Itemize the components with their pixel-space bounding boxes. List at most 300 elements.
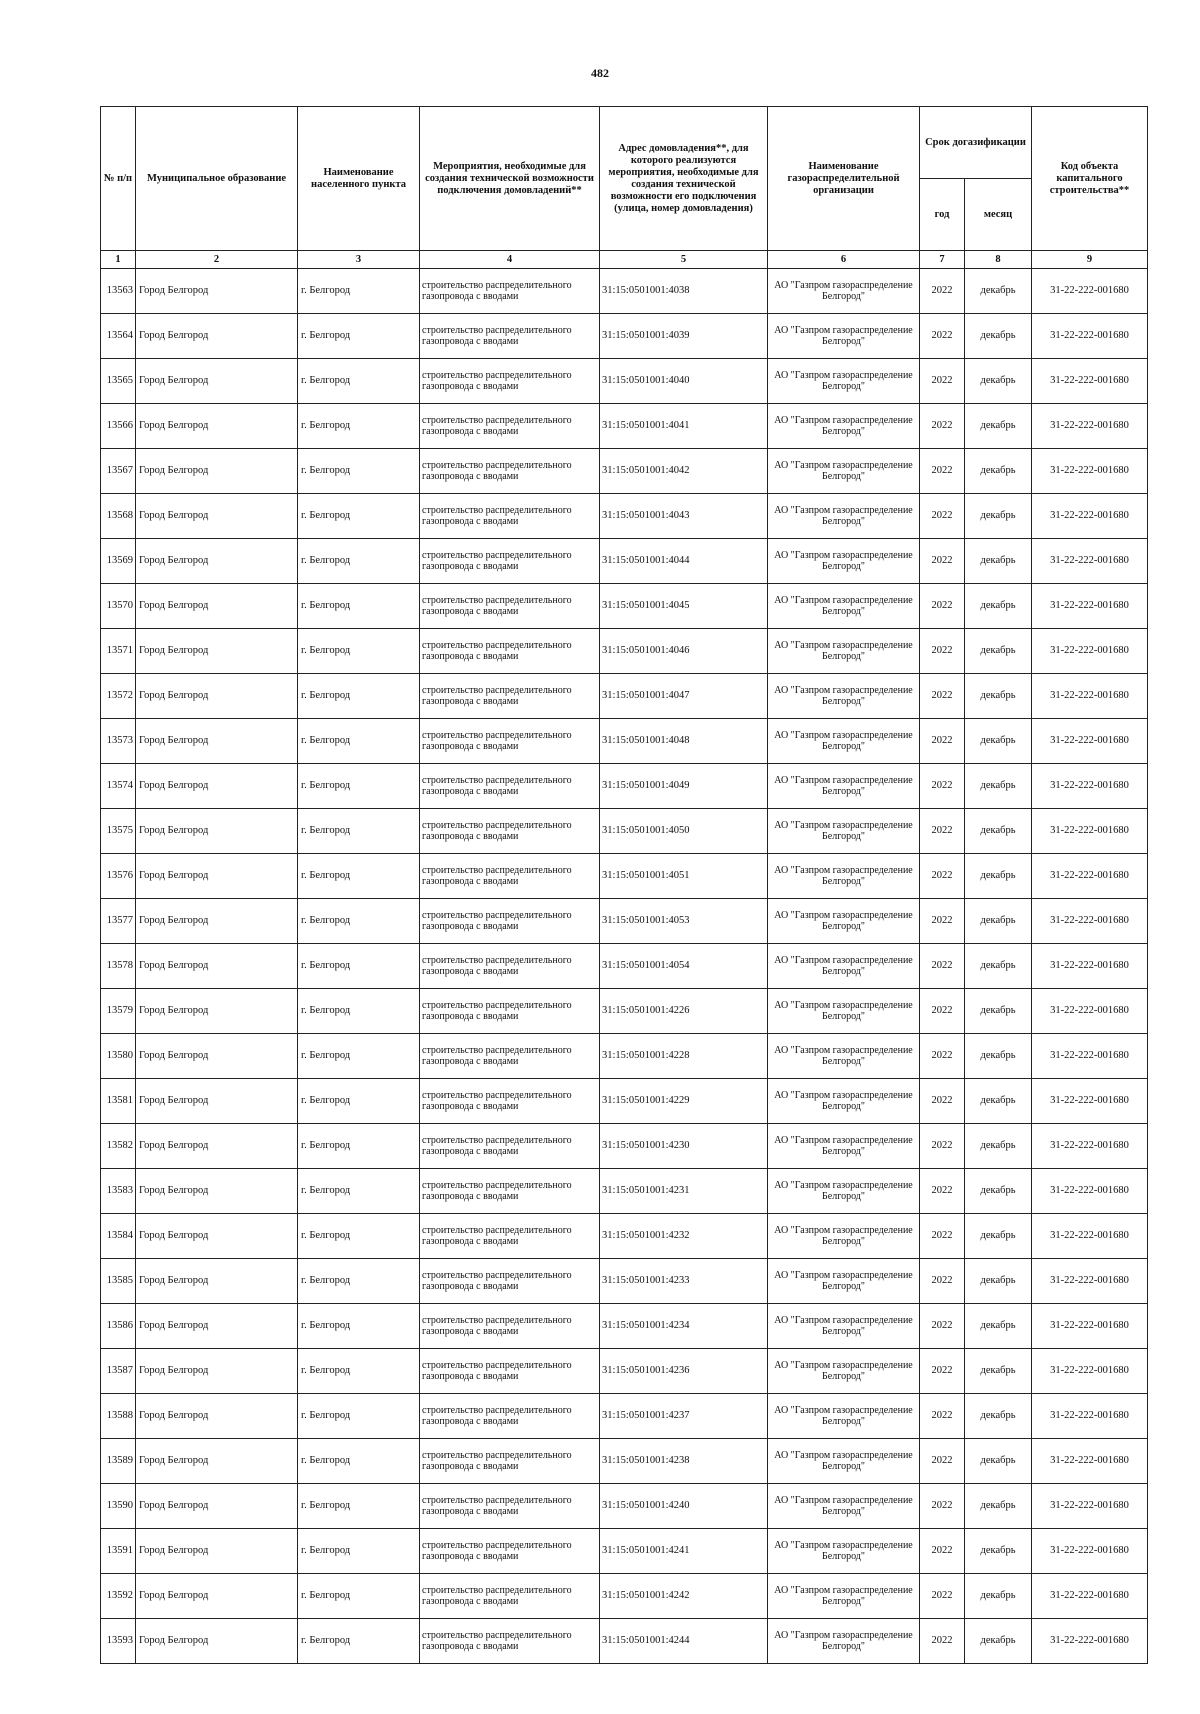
object-code-cell: 31-22-222-001680: [1032, 899, 1148, 944]
settlement-cell: г. Белгород: [298, 449, 420, 494]
object-code-cell: 31-22-222-001680: [1032, 944, 1148, 989]
municipality-cell: Город Белгород: [136, 1484, 298, 1529]
measure-cell: строительство распределительного газопровода с вводами: [420, 809, 600, 854]
month-cell: декабрь: [965, 674, 1032, 719]
table-row: [101, 989, 1148, 1034]
organization-cell: АО "Газпром газораспределение Белгород": [768, 1304, 920, 1349]
month-cell: декабрь: [965, 359, 1032, 404]
year-cell: 2022: [920, 809, 965, 854]
table-row: [101, 1529, 1148, 1574]
year-cell: 2022: [920, 719, 965, 764]
measure-cell: строительство распределительного газопровода с вводами: [420, 314, 600, 359]
table-row: [101, 1034, 1148, 1079]
row-number: 13572: [101, 674, 136, 719]
address-cell: 31:15:0501001:4051: [600, 854, 768, 899]
table-row: [101, 314, 1148, 359]
municipality-cell: Город Белгород: [136, 989, 298, 1034]
table-row: [101, 719, 1148, 764]
municipality-cell: Город Белгород: [136, 584, 298, 629]
organization-cell: АО "Газпром газораспределение Белгород": [768, 1214, 920, 1259]
row-number: 13574: [101, 764, 136, 809]
organization-cell: АО "Газпром газораспределение Белгород": [768, 359, 920, 404]
year-cell: 2022: [920, 1394, 965, 1439]
measure-cell: строительство распределительного газопровода с вводами: [420, 1484, 600, 1529]
municipality-cell: Город Белгород: [136, 494, 298, 539]
settlement-cell: г. Белгород: [298, 269, 420, 314]
table-row: [101, 1259, 1148, 1304]
object-code-cell: 31-22-222-001680: [1032, 1394, 1148, 1439]
measure-cell: строительство распределительного газопровода с вводами: [420, 1574, 600, 1619]
address-cell: 31:15:0501001:4039: [600, 314, 768, 359]
month-cell: декабрь: [965, 1304, 1032, 1349]
row-number: 13575: [101, 809, 136, 854]
municipality-cell: Город Белгород: [136, 1214, 298, 1259]
row-number: 13564: [101, 314, 136, 359]
month-cell: декабрь: [965, 494, 1032, 539]
object-code-cell: 31-22-222-001680: [1032, 1124, 1148, 1169]
year-cell: 2022: [920, 1349, 965, 1394]
table-row: [101, 854, 1148, 899]
municipality-cell: Город Белгород: [136, 899, 298, 944]
object-code-cell: 31-22-222-001680: [1032, 539, 1148, 584]
object-code-cell: 31-22-222-001680: [1032, 1034, 1148, 1079]
measure-cell: строительство распределительного газопровода с вводами: [420, 404, 600, 449]
row-number: 13584: [101, 1214, 136, 1259]
measure-cell: строительство распределительного газопровода с вводами: [420, 944, 600, 989]
row-number: 13573: [101, 719, 136, 764]
measure-cell: строительство распределительного газопровода с вводами: [420, 989, 600, 1034]
month-cell: декабрь: [965, 1529, 1032, 1574]
column-number: 7: [920, 251, 965, 269]
organization-cell: АО "Газпром газораспределение Белгород": [768, 1034, 920, 1079]
month-cell: декабрь: [965, 764, 1032, 809]
measure-cell: строительство распределительного газопровода с вводами: [420, 899, 600, 944]
table-row: [101, 1439, 1148, 1484]
settlement-cell: г. Белгород: [298, 854, 420, 899]
settlement-cell: г. Белгород: [298, 674, 420, 719]
month-cell: декабрь: [965, 1619, 1032, 1664]
row-number: 13583: [101, 1169, 136, 1214]
row-number: 13585: [101, 1259, 136, 1304]
measure-cell: строительство распределительного газопровода с вводами: [420, 1304, 600, 1349]
organization-cell: АО "Газпром газораспределение Белгород": [768, 944, 920, 989]
settlement-cell: г. Белгород: [298, 1484, 420, 1529]
settlement-cell: г. Белгород: [298, 764, 420, 809]
municipality-cell: Город Белгород: [136, 1439, 298, 1484]
municipality-cell: Город Белгород: [136, 1349, 298, 1394]
organization-cell: АО "Газпром газораспределение Белгород": [768, 539, 920, 584]
year-cell: 2022: [920, 1574, 965, 1619]
month-cell: декабрь: [965, 719, 1032, 764]
table-row: [101, 1304, 1148, 1349]
row-number: 13571: [101, 629, 136, 674]
year-cell: 2022: [920, 1214, 965, 1259]
settlement-cell: г. Белгород: [298, 1214, 420, 1259]
month-cell: декабрь: [965, 1349, 1032, 1394]
measure-cell: строительство распределительного газопровода с вводами: [420, 1259, 600, 1304]
object-code-cell: 31-22-222-001680: [1032, 359, 1148, 404]
object-code-cell: 31-22-222-001680: [1032, 1484, 1148, 1529]
year-cell: 2022: [920, 404, 965, 449]
organization-cell: АО "Газпром газораспределение Белгород": [768, 584, 920, 629]
year-cell: 2022: [920, 494, 965, 539]
address-cell: 31:15:0501001:4054: [600, 944, 768, 989]
settlement-cell: г. Белгород: [298, 719, 420, 764]
municipality-cell: Город Белгород: [136, 1619, 298, 1664]
year-cell: 2022: [920, 584, 965, 629]
organization-cell: АО "Газпром газораспределение Белгород": [768, 1529, 920, 1574]
month-cell: декабрь: [965, 1034, 1032, 1079]
address-cell: 31:15:0501001:4040: [600, 359, 768, 404]
address-cell: 31:15:0501001:4048: [600, 719, 768, 764]
measure-cell: строительство распределительного газопровода с вводами: [420, 629, 600, 674]
month-cell: декабрь: [965, 314, 1032, 359]
address-cell: 31:15:0501001:4237: [600, 1394, 768, 1439]
address-cell: 31:15:0501001:4242: [600, 1574, 768, 1619]
object-code-cell: 31-22-222-001680: [1032, 854, 1148, 899]
year-cell: 2022: [920, 674, 965, 719]
organization-cell: АО "Газпром газораспределение Белгород": [768, 1124, 920, 1169]
organization-cell: АО "Газпром газораспределение Белгород": [768, 449, 920, 494]
address-cell: 31:15:0501001:4047: [600, 674, 768, 719]
table-row: [101, 494, 1148, 539]
organization-cell: АО "Газпром газораспределение Белгород": [768, 989, 920, 1034]
row-number: 13565: [101, 359, 136, 404]
table-row: [101, 584, 1148, 629]
table-row: [101, 809, 1148, 854]
organization-cell: АО "Газпром газораспределение Белгород": [768, 1394, 920, 1439]
address-cell: 31:15:0501001:4045: [600, 584, 768, 629]
settlement-cell: г. Белгород: [298, 1619, 420, 1664]
row-number: 13569: [101, 539, 136, 584]
row-number: 13587: [101, 1349, 136, 1394]
header-term: Срок догазификации: [920, 107, 1032, 179]
year-cell: 2022: [920, 764, 965, 809]
organization-cell: АО "Газпром газораспределение Белгород": [768, 314, 920, 359]
month-cell: декабрь: [965, 854, 1032, 899]
page-number: 482: [591, 66, 609, 80]
table-row: [101, 1079, 1148, 1124]
header-num: № п/п: [101, 107, 136, 251]
organization-cell: АО "Газпром газораспределение Белгород": [768, 1169, 920, 1214]
object-code-cell: 31-22-222-001680: [1032, 1439, 1148, 1484]
year-cell: 2022: [920, 449, 965, 494]
year-cell: 2022: [920, 539, 965, 584]
year-cell: 2022: [920, 1124, 965, 1169]
table-row: [101, 449, 1148, 494]
organization-cell: АО "Газпром газораспределение Белгород": [768, 1619, 920, 1664]
row-number: 13570: [101, 584, 136, 629]
measure-cell: строительство распределительного газопровода с вводами: [420, 1079, 600, 1124]
organization-cell: АО "Газпром газораспределение Белгород": [768, 269, 920, 314]
settlement-cell: г. Белгород: [298, 1574, 420, 1619]
table-body: [101, 251, 1148, 1664]
measure-cell: строительство распределительного газопровода с вводами: [420, 719, 600, 764]
settlement-cell: г. Белгород: [298, 1079, 420, 1124]
settlement-cell: г. Белгород: [298, 809, 420, 854]
municipality-cell: Город Белгород: [136, 1394, 298, 1439]
address-cell: 31:15:0501001:4236: [600, 1349, 768, 1394]
settlement-cell: г. Белгород: [298, 629, 420, 674]
table-row: [101, 1394, 1148, 1439]
measure-cell: строительство распределительного газопровода с вводами: [420, 1619, 600, 1664]
address-cell: 31:15:0501001:4041: [600, 404, 768, 449]
municipality-cell: Город Белгород: [136, 269, 298, 314]
municipality-cell: Город Белгород: [136, 1574, 298, 1619]
municipality-cell: Город Белгород: [136, 539, 298, 584]
organization-cell: АО "Газпром газораспределение Белгород": [768, 1349, 920, 1394]
object-code-cell: 31-22-222-001680: [1032, 1214, 1148, 1259]
object-code-cell: 31-22-222-001680: [1032, 719, 1148, 764]
municipality-cell: Город Белгород: [136, 854, 298, 899]
settlement-cell: г. Белгород: [298, 1124, 420, 1169]
gasification-table: [100, 106, 1148, 1664]
year-cell: 2022: [920, 314, 965, 359]
column-number: 5: [600, 251, 768, 269]
settlement-cell: г. Белгород: [298, 944, 420, 989]
month-cell: декабрь: [965, 1484, 1032, 1529]
address-cell: 31:15:0501001:4231: [600, 1169, 768, 1214]
table-row: [101, 404, 1148, 449]
address-cell: 31:15:0501001:4050: [600, 809, 768, 854]
address-cell: 31:15:0501001:4230: [600, 1124, 768, 1169]
row-number: 13563: [101, 269, 136, 314]
table-row: [101, 1349, 1148, 1394]
row-number: 13568: [101, 494, 136, 539]
year-cell: 2022: [920, 1304, 965, 1349]
measure-cell: строительство распределительного газопровода с вводами: [420, 1394, 600, 1439]
year-cell: 2022: [920, 1259, 965, 1304]
column-number: 9: [1032, 251, 1148, 269]
settlement-cell: г. Белгород: [298, 1259, 420, 1304]
year-cell: 2022: [920, 1529, 965, 1574]
address-cell: 31:15:0501001:4053: [600, 899, 768, 944]
settlement-cell: г. Белгород: [298, 1169, 420, 1214]
column-number: 6: [768, 251, 920, 269]
address-cell: 31:15:0501001:4234: [600, 1304, 768, 1349]
address-cell: 31:15:0501001:4232: [600, 1214, 768, 1259]
year-cell: 2022: [920, 899, 965, 944]
year-cell: 2022: [920, 359, 965, 404]
settlement-cell: г. Белгород: [298, 989, 420, 1034]
measure-cell: строительство распределительного газопровода с вводами: [420, 494, 600, 539]
month-cell: декабрь: [965, 269, 1032, 314]
object-code-cell: 31-22-222-001680: [1032, 809, 1148, 854]
year-cell: 2022: [920, 1619, 965, 1664]
address-cell: 31:15:0501001:4226: [600, 989, 768, 1034]
header-address: Адрес домовладения**, для которого реализуются мероприятия, необходимые для создания технической возможности его подключения (улица, номер домовладения): [600, 107, 768, 251]
address-cell: 31:15:0501001:4238: [600, 1439, 768, 1484]
year-cell: 2022: [920, 1034, 965, 1079]
month-cell: декабрь: [965, 809, 1032, 854]
organization-cell: АО "Газпром газораспределение Белгород": [768, 1079, 920, 1124]
column-number: 2: [136, 251, 298, 269]
address-cell: 31:15:0501001:4038: [600, 269, 768, 314]
object-code-cell: 31-22-222-001680: [1032, 314, 1148, 359]
municipality-cell: Город Белгород: [136, 719, 298, 764]
object-code-cell: 31-22-222-001680: [1032, 269, 1148, 314]
month-cell: декабрь: [965, 449, 1032, 494]
year-cell: 2022: [920, 629, 965, 674]
organization-cell: АО "Газпром газораспределение Белгород": [768, 764, 920, 809]
table-row: [101, 269, 1148, 314]
organization-cell: АО "Газпром газораспределение Белгород": [768, 1259, 920, 1304]
measure-cell: строительство распределительного газопровода с вводами: [420, 1214, 600, 1259]
organization-cell: АО "Газпром газораспределение Белгород": [768, 629, 920, 674]
table-row: [101, 539, 1148, 584]
settlement-cell: г. Белгород: [298, 404, 420, 449]
settlement-cell: г. Белгород: [298, 494, 420, 539]
table-row: [101, 899, 1148, 944]
municipality-cell: Город Белгород: [136, 764, 298, 809]
row-number: 13577: [101, 899, 136, 944]
column-number: 3: [298, 251, 420, 269]
header-municipality: Муниципальное образование: [136, 107, 298, 251]
measure-cell: строительство распределительного газопровода с вводами: [420, 359, 600, 404]
year-cell: 2022: [920, 1439, 965, 1484]
municipality-cell: Город Белгород: [136, 944, 298, 989]
object-code-cell: 31-22-222-001680: [1032, 404, 1148, 449]
object-code-cell: 31-22-222-001680: [1032, 764, 1148, 809]
object-code-cell: 31-22-222-001680: [1032, 1574, 1148, 1619]
row-number: 13578: [101, 944, 136, 989]
address-cell: 31:15:0501001:4042: [600, 449, 768, 494]
municipality-cell: Город Белгород: [136, 1259, 298, 1304]
settlement-cell: г. Белгород: [298, 1304, 420, 1349]
measure-cell: строительство распределительного газопровода с вводами: [420, 1034, 600, 1079]
organization-cell: АО "Газпром газораспределение Белгород": [768, 809, 920, 854]
table-row: [101, 674, 1148, 719]
row-number: 13588: [101, 1394, 136, 1439]
object-code-cell: 31-22-222-001680: [1032, 494, 1148, 539]
table-row: [101, 1574, 1148, 1619]
municipality-cell: Город Белгород: [136, 1124, 298, 1169]
object-code-cell: 31-22-222-001680: [1032, 1349, 1148, 1394]
measure-cell: строительство распределительного газопровода с вводами: [420, 1124, 600, 1169]
municipality-cell: Город Белгород: [136, 674, 298, 719]
address-cell: 31:15:0501001:4043: [600, 494, 768, 539]
measure-cell: строительство распределительного газопровода с вводами: [420, 1169, 600, 1214]
month-cell: декабрь: [965, 1124, 1032, 1169]
object-code-cell: 31-22-222-001680: [1032, 449, 1148, 494]
municipality-cell: Город Белгород: [136, 1169, 298, 1214]
settlement-cell: г. Белгород: [298, 1394, 420, 1439]
table-row: [101, 629, 1148, 674]
row-number: 13589: [101, 1439, 136, 1484]
month-cell: декабрь: [965, 989, 1032, 1034]
organization-cell: АО "Газпром газораспределение Белгород": [768, 404, 920, 449]
object-code-cell: 31-22-222-001680: [1032, 629, 1148, 674]
settlement-cell: г. Белгород: [298, 1349, 420, 1394]
settlement-cell: г. Белгород: [298, 1439, 420, 1484]
month-cell: декабрь: [965, 1394, 1032, 1439]
address-cell: 31:15:0501001:4233: [600, 1259, 768, 1304]
row-number: 13580: [101, 1034, 136, 1079]
header-year: год: [920, 179, 965, 251]
settlement-cell: г. Белгород: [298, 359, 420, 404]
row-number: 13576: [101, 854, 136, 899]
object-code-cell: 31-22-222-001680: [1032, 1619, 1148, 1664]
header-organization: Наименование газораспределительной организации: [768, 107, 920, 251]
object-code-cell: 31-22-222-001680: [1032, 674, 1148, 719]
measure-cell: строительство распределительного газопровода с вводами: [420, 1439, 600, 1484]
organization-cell: АО "Газпром газораспределение Белгород": [768, 494, 920, 539]
measure-cell: строительство распределительного газопровода с вводами: [420, 584, 600, 629]
row-number: 13579: [101, 989, 136, 1034]
table-row: [101, 1124, 1148, 1169]
measure-cell: строительство распределительного газопровода с вводами: [420, 764, 600, 809]
month-cell: декабрь: [965, 1259, 1032, 1304]
row-number: 13592: [101, 1574, 136, 1619]
address-cell: 31:15:0501001:4229: [600, 1079, 768, 1124]
year-cell: 2022: [920, 854, 965, 899]
row-number: 13593: [101, 1619, 136, 1664]
municipality-cell: Город Белгород: [136, 1079, 298, 1124]
address-cell: 31:15:0501001:4241: [600, 1529, 768, 1574]
municipality-cell: Город Белгород: [136, 1529, 298, 1574]
row-number: 13591: [101, 1529, 136, 1574]
year-cell: 2022: [920, 1169, 965, 1214]
measure-cell: строительство распределительного газопровода с вводами: [420, 1529, 600, 1574]
object-code-cell: 31-22-222-001680: [1032, 1304, 1148, 1349]
table-row: [101, 1484, 1148, 1529]
object-code-cell: 31-22-222-001680: [1032, 1259, 1148, 1304]
column-numbers-row: [101, 251, 1148, 269]
settlement-cell: г. Белгород: [298, 1529, 420, 1574]
table-row: [101, 944, 1148, 989]
month-cell: декабрь: [965, 899, 1032, 944]
municipality-cell: Город Белгород: [136, 359, 298, 404]
month-cell: декабрь: [965, 1079, 1032, 1124]
address-cell: 31:15:0501001:4240: [600, 1484, 768, 1529]
month-cell: декабрь: [965, 1214, 1032, 1259]
year-cell: 2022: [920, 944, 965, 989]
settlement-cell: г. Белгород: [298, 314, 420, 359]
address-cell: 31:15:0501001:4044: [600, 539, 768, 584]
month-cell: декабрь: [965, 404, 1032, 449]
address-cell: 31:15:0501001:4228: [600, 1034, 768, 1079]
organization-cell: АО "Газпром газораспределение Белгород": [768, 1574, 920, 1619]
table-row: [101, 1619, 1148, 1664]
object-code-cell: 31-22-222-001680: [1032, 584, 1148, 629]
row-number: 13566: [101, 404, 136, 449]
measure-cell: строительство распределительного газопровода с вводами: [420, 269, 600, 314]
organization-cell: АО "Газпром газораспределение Белгород": [768, 899, 920, 944]
row-number: 13582: [101, 1124, 136, 1169]
object-code-cell: 31-22-222-001680: [1032, 1169, 1148, 1214]
municipality-cell: Город Белгород: [136, 449, 298, 494]
header-month: месяц: [965, 179, 1032, 251]
month-cell: декабрь: [965, 1574, 1032, 1619]
year-cell: 2022: [920, 989, 965, 1034]
header-measures: Мероприятия, необходимые для создания технической возможности подключения домовладений**: [420, 107, 600, 251]
organization-cell: АО "Газпром газораспределение Белгород": [768, 1484, 920, 1529]
organization-cell: АО "Газпром газораспределение Белгород": [768, 854, 920, 899]
measure-cell: строительство распределительного газопровода с вводами: [420, 1349, 600, 1394]
settlement-cell: г. Белгород: [298, 584, 420, 629]
year-cell: 2022: [920, 1079, 965, 1124]
year-cell: 2022: [920, 269, 965, 314]
month-cell: декабрь: [965, 1439, 1032, 1484]
object-code-cell: 31-22-222-001680: [1032, 989, 1148, 1034]
address-cell: 31:15:0501001:4049: [600, 764, 768, 809]
measure-cell: строительство распределительного газопровода с вводами: [420, 854, 600, 899]
year-cell: 2022: [920, 1484, 965, 1529]
month-cell: декабрь: [965, 584, 1032, 629]
object-code-cell: 31-22-222-001680: [1032, 1079, 1148, 1124]
settlement-cell: г. Белгород: [298, 539, 420, 584]
table-row: [101, 1214, 1148, 1259]
